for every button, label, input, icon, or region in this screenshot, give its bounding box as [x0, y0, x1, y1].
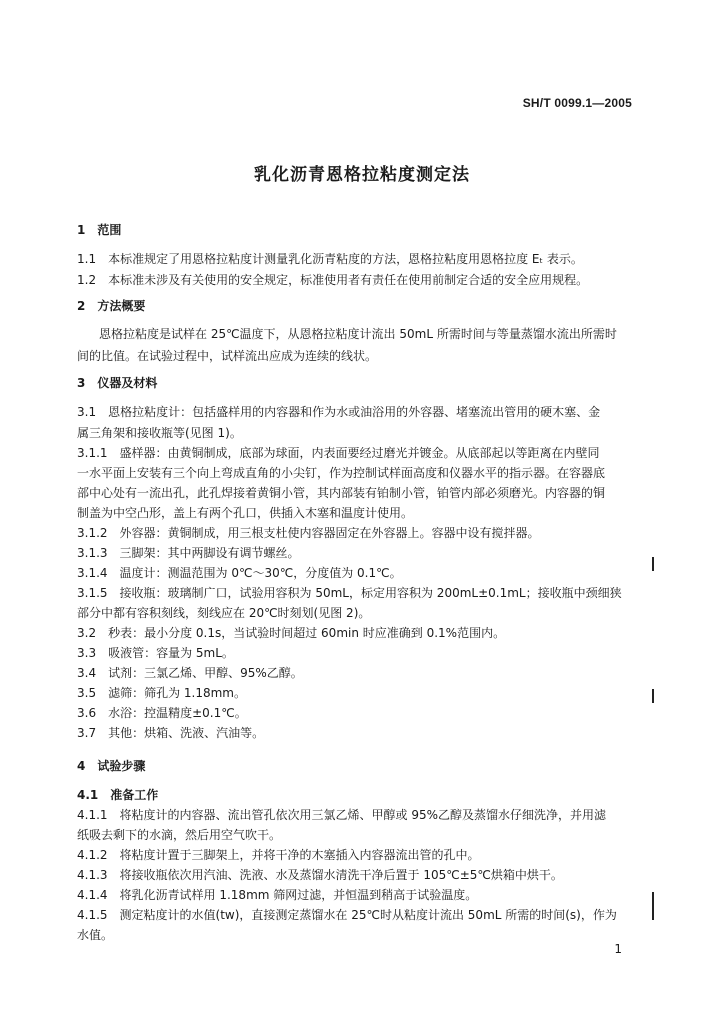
clause-line: 部中心处有一流出孔，此孔焊接着黄铜小管，其内部装有铂制小管，铂管内部必须磨光。内容器的铜	[77, 486, 606, 500]
clause-line: 3.6 水浴：控温精度±0.1℃。	[77, 706, 247, 720]
clause-line: 3.3 吸液管：容量为 5mL。	[77, 646, 234, 660]
clause-line: 4.1.3 将接收瓶依次用汽油、洗液、水及蒸馏水清洗干净后置于 105℃±5℃烘箱中烘干。	[77, 868, 563, 882]
clause-line: 纸吸去剩下的水滴，然后用空气吹干。	[77, 828, 282, 842]
standard-code: SH/T 0099.1—2005	[522, 96, 632, 110]
clause-line: 3.1 恩格拉粘度计：包括盛样用的内容器和作为水或油浴用的外容器、堵塞流出管用的硬木塞、金	[77, 405, 601, 419]
clause-line: 4.1.4 将乳化沥青试样用 1.18mm 筛网过滤，并恒温到稍高于试验温度。	[77, 888, 478, 902]
clause-line: 3.1.1 盛样器：由黄铜制成，底部为球面，内表面要经过磨光并镀金。从底部起以等距离在内壁同	[77, 446, 600, 460]
clause-line: 1.2 本标准未涉及有关使用的安全规定，标准使用者有责任在使用前制定合适的安全应用规程。	[77, 273, 589, 287]
revision-mark	[652, 892, 654, 920]
clause-line: 3.1.4 温度计：测温范围为 0℃～30℃，分度值为 0.1℃。	[77, 566, 402, 580]
document-body	[77, 222, 639, 944]
clause-line: 部分中都有容积刻线，刻线应在 20℃时刻划(见图 2)。	[77, 606, 371, 620]
clause-line: 制盖为中空凸形，盖上有两个孔口，供插入木塞和温度计使用。	[77, 506, 414, 520]
clause-line: 4.1.5 测定粘度计的水值(tw)，直接测定蒸馏水在 25℃时从粘度计流出 50mL 所需的时间(s)，作为	[77, 908, 617, 922]
clause-line: 1.1 本标准规定了用恩格拉粘度计测量乳化沥青粘度的方法，恩格拉粘度用恩格拉度 Eₜ 表示。	[77, 252, 583, 266]
section-heading: 3 仪器及材料	[77, 376, 158, 390]
clause-line: 4.1.2 将粘度计置于三脚架上，并将干净的木塞插入内容器流出管的孔中。	[77, 848, 480, 862]
clause-line: 水值。	[77, 928, 114, 942]
clause-line: 3.7 其他：烘箱、洗液、汽油等。	[77, 726, 265, 740]
clause-line: 一水平面上安装有三个向上弯成直角的小尖钉，作为控制试样面高度和仪器水平的指示器。在容器底	[77, 466, 606, 480]
section-heading: 4 试验步骤	[77, 759, 146, 773]
section-heading: 2 方法概要	[77, 299, 146, 313]
clause-line: 属三角架和接收瓶等(见图 1)。	[77, 426, 242, 440]
section-heading: 1 范围	[77, 223, 122, 237]
clause-line: 4.1.1 将粘度计的内容器、流出管孔依次用三氯乙烯、甲醇或 95%乙醇及蒸馏水仔细洗净，并用滤	[77, 808, 607, 822]
clause-line: 3.1.2 外容器：黄铜制成，用三根支杜使内容器固定在外容器上。容器中设有搅拌器。	[77, 526, 540, 540]
clause-line: 3.4 试剂：三氯乙烯、甲醇、95%乙醇。	[77, 666, 303, 680]
clause-line: 3.5 滤筛：筛孔为 1.18mm。	[77, 686, 246, 700]
clause-line: 3.1.5 接收瓶：玻璃制广口，试验用容积为 50mL，标定用容积为 200mL±0.1mL；接收瓶中颈细狭	[77, 586, 622, 600]
subsection-heading: 4.1 准备工作	[77, 788, 159, 802]
paragraph-line: 间的比值。在试验过程中，试样流出应成为连续的线状。	[77, 349, 378, 363]
revision-mark	[652, 689, 654, 703]
page-number: 1	[614, 942, 622, 956]
revision-mark	[652, 557, 654, 571]
clause-line: 3.2 秒表：最小分度 0.1s，当试验时间超过 60min 时应准确到 0.1%范围内。	[77, 626, 506, 640]
document-title: 乳化沥青恩格拉粘度测定法	[254, 165, 470, 185]
paragraph-line: 恩格拉粘度是试样在 25℃温度下，从恩格拉粘度计流出 50mL 所需时间与等量蒸馏水流出所需时	[99, 327, 617, 341]
clause-line: 3.1.3 三脚架：其中两脚设有调节螺丝。	[77, 546, 300, 560]
